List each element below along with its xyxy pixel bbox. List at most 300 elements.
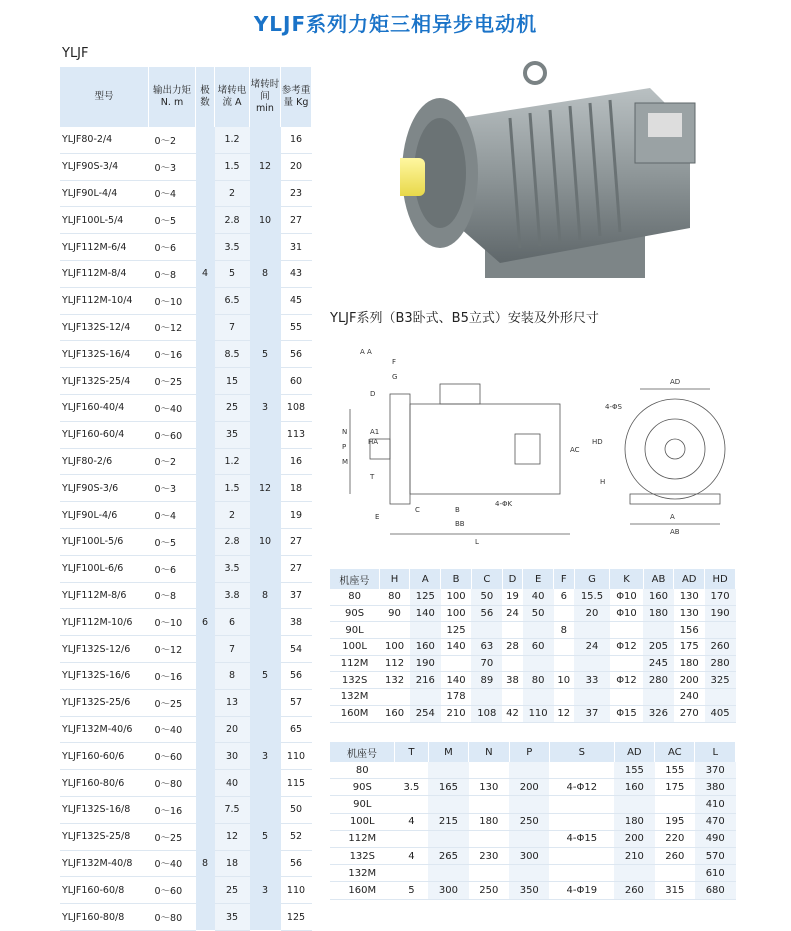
time-cell: [250, 636, 281, 663]
dimension-cell: 42: [502, 705, 523, 722]
dimension-cell: Φ12: [610, 672, 643, 689]
current-cell: 25: [215, 394, 250, 421]
current-cell: 12: [215, 823, 250, 850]
label-e: E: [375, 513, 380, 521]
frame-cell: 80: [330, 762, 395, 779]
motor-photo: [400, 58, 705, 303]
dimension-cell: 4-Φ12: [549, 779, 614, 796]
model-cell: YLJF132M-40/8: [60, 850, 149, 877]
dimension-cell: 250: [469, 882, 509, 899]
poles-cell: [196, 770, 215, 797]
column-header: C: [471, 569, 502, 589]
model-cell: YLJF112M-10/4: [60, 287, 149, 314]
dimension-cell: 315: [655, 882, 695, 899]
dimension-cell: [554, 605, 575, 622]
table-row: [330, 865, 736, 882]
current-cell: 35: [215, 904, 250, 931]
current-cell: 30: [215, 743, 250, 770]
model-cell: YLJF80-2/4: [60, 127, 149, 153]
table-row: [330, 779, 736, 796]
poles-cell: [196, 341, 215, 368]
current-cell: 2.8: [215, 528, 250, 555]
poles-cell: [196, 689, 215, 716]
model-cell: YLJF160-60/8: [60, 877, 149, 904]
label-4s: 4-ΦS: [605, 403, 622, 411]
model-cell: YLJF132S-25/8: [60, 823, 149, 850]
model-cell: YLJF112M-8/4: [60, 260, 149, 287]
column-header: G: [574, 569, 610, 589]
weight-cell: 56: [281, 850, 312, 877]
torque-cell: 0～16: [149, 341, 196, 368]
table-row: [330, 639, 736, 656]
weight-cell: 27: [281, 528, 312, 555]
label-4k: 4-ΦK: [495, 500, 513, 508]
dimension-cell: 38: [502, 672, 523, 689]
dimension-cell: [610, 655, 643, 672]
dimension-cell: [549, 865, 614, 882]
label-bb: BB: [455, 520, 465, 528]
dimension-cell: [554, 639, 575, 656]
weight-cell: 110: [281, 877, 312, 904]
frame-cell: 160M: [330, 705, 379, 722]
label-a1: A1: [370, 428, 380, 436]
dimension-cell: [705, 622, 736, 639]
current-cell: 3.5: [215, 555, 250, 582]
dimension-cell: 210: [441, 705, 472, 722]
poles-cell: [196, 582, 215, 609]
dimension-cell: [523, 655, 554, 672]
current-cell: 2: [215, 502, 250, 529]
dimension-cell: 680: [695, 882, 736, 899]
dimension-cell: 254: [410, 705, 441, 722]
dimension-cell: 210: [614, 847, 654, 864]
label-d: D: [370, 390, 376, 398]
current-cell: 40: [215, 770, 250, 797]
dimension-cell: [549, 762, 614, 779]
poles-cell: [196, 528, 215, 555]
dimension-cell: 3.5: [395, 779, 429, 796]
dimension-cell: 490: [695, 830, 736, 847]
dimension-cell: [509, 830, 549, 847]
dimension-cell: 89: [471, 672, 502, 689]
torque-cell: 0～60: [149, 743, 196, 770]
current-cell: 3.8: [215, 582, 250, 609]
dimension-cell: [549, 796, 614, 813]
table-row: [60, 448, 312, 475]
dimension-cell: [410, 622, 441, 639]
current-cell: 8.5: [215, 341, 250, 368]
time-cell: 8: [250, 582, 281, 609]
time-cell: 10: [250, 528, 281, 555]
current-cell: 25: [215, 877, 250, 904]
dimension-cell: 28: [502, 639, 523, 656]
dimension-cell: [471, 622, 502, 639]
dimension-cell: 125: [410, 589, 441, 605]
current-cell: 35: [215, 421, 250, 448]
dimension-cell: 190: [705, 605, 736, 622]
table-row: [330, 830, 736, 847]
table-row: [60, 368, 312, 395]
weight-cell: 19: [281, 502, 312, 529]
dimension-cell: 200: [614, 830, 654, 847]
weight-cell: 65: [281, 716, 312, 743]
table-row: [60, 260, 312, 287]
current-cell: 1.2: [215, 448, 250, 475]
model-cell: YLJF132S-25/4: [60, 368, 149, 395]
dimension-cell: 4-Φ15: [549, 830, 614, 847]
page-title: YLJF系列力矩三相异步电动机: [253, 12, 538, 36]
dimension-cell: 125: [441, 622, 472, 639]
weight-cell: 18: [281, 475, 312, 502]
current-cell: 2: [215, 180, 250, 207]
dimension-cell: [379, 689, 410, 706]
poles-cell: [196, 502, 215, 529]
table-row: [60, 502, 312, 529]
current-cell: 15: [215, 368, 250, 395]
table-row: [60, 850, 312, 877]
dimension-cell: 370: [695, 762, 736, 779]
time-cell: 5: [250, 662, 281, 689]
frame-cell: 100L: [330, 813, 395, 830]
dimension-cell: 37: [574, 705, 610, 722]
column-header: AC: [655, 742, 695, 762]
weight-cell: 38: [281, 609, 312, 636]
current-cell: 7: [215, 314, 250, 341]
dimension-cell: 40: [523, 589, 554, 605]
torque-cell: 0～6: [149, 234, 196, 261]
dimension-cell: 180: [469, 813, 509, 830]
col-torque: 输出力矩 N. m: [149, 67, 196, 127]
table-row: [60, 743, 312, 770]
label-c: C: [415, 506, 420, 514]
table-row: [60, 341, 312, 368]
dimension-cell: 130: [674, 605, 705, 622]
current-cell: 5: [215, 260, 250, 287]
poles-cell: [196, 287, 215, 314]
dimension-cell: [554, 689, 575, 706]
dimension-cell: 265: [428, 847, 468, 864]
dimension-cell: [610, 622, 643, 639]
dimension-cell: [614, 796, 654, 813]
current-cell: 8: [215, 662, 250, 689]
dimension-cell: 140: [410, 605, 441, 622]
time-cell: [250, 127, 281, 153]
poles-cell: [196, 796, 215, 823]
model-cell: YLJF90L-4/6: [60, 502, 149, 529]
table-row: [60, 287, 312, 314]
col-time: 堵转时间 min: [250, 67, 281, 127]
dimension-cell: 8: [554, 622, 575, 639]
dimension-cell: 570: [695, 847, 736, 864]
current-cell: 7.5: [215, 796, 250, 823]
table-row: [60, 689, 312, 716]
table-row: [60, 904, 312, 931]
weight-cell: 115: [281, 770, 312, 797]
weight-cell: 50: [281, 796, 312, 823]
dimension-cell: [428, 865, 468, 882]
frame-cell: 100L: [330, 639, 379, 656]
poles-cell: [196, 716, 215, 743]
dimension-cell: 220: [655, 830, 695, 847]
torque-cell: 0～40: [149, 850, 196, 877]
table-row: [60, 528, 312, 555]
dimension-cell: 180: [674, 655, 705, 672]
table-row: [60, 823, 312, 850]
torque-cell: 0～80: [149, 770, 196, 797]
dimension-cell: [502, 655, 523, 672]
dimension-cell: 140: [441, 672, 472, 689]
time-cell: 5: [250, 823, 281, 850]
dimension-cell: 155: [655, 762, 695, 779]
table-row: [60, 770, 312, 797]
frame-cell: 90S: [330, 605, 379, 622]
dimension-cell: [574, 689, 610, 706]
time-cell: [250, 368, 281, 395]
dimension-cell: [509, 865, 549, 882]
poles-cell: [196, 555, 215, 582]
time-cell: 12: [250, 475, 281, 502]
table-row: [60, 127, 312, 153]
label-m: M: [342, 458, 349, 466]
dimension-cell: [469, 762, 509, 779]
dimension-cell: 10: [554, 672, 575, 689]
dimension-cell: [554, 655, 575, 672]
torque-cell: 0～5: [149, 207, 196, 234]
column-header: F: [554, 569, 575, 589]
poles-cell: 6: [196, 609, 215, 636]
table-row: [60, 234, 312, 261]
column-header: AB: [643, 569, 674, 589]
torque-cell: 0～6: [149, 555, 196, 582]
model-cell: YLJF100L-5/6: [60, 528, 149, 555]
dimension-cell: 50: [523, 605, 554, 622]
label-l: L: [475, 538, 479, 546]
current-cell: 1.5: [215, 153, 250, 180]
column-header: P: [509, 742, 549, 762]
weight-cell: 16: [281, 127, 312, 153]
frame-cell: 80: [330, 589, 379, 605]
model-cell: YLJF160-60/6: [60, 743, 149, 770]
dimension-cell: [428, 830, 468, 847]
current-cell: 20: [215, 716, 250, 743]
torque-cell: 0～5: [149, 528, 196, 555]
label-ac: AC: [570, 446, 580, 454]
torque-cell: 0～16: [149, 796, 196, 823]
label-h: H: [600, 478, 606, 486]
model-cell: YLJF90S-3/4: [60, 153, 149, 180]
dimension-cell: 50: [471, 589, 502, 605]
dimension-cell: 112: [379, 655, 410, 672]
dimension-table-1: [330, 569, 736, 723]
dimension-cell: 160: [379, 705, 410, 722]
frame-cell: 132S: [330, 672, 379, 689]
dimension-cell: [509, 796, 549, 813]
torque-cell: 0～40: [149, 394, 196, 421]
frame-cell: 90L: [330, 796, 395, 813]
table-row: [60, 153, 312, 180]
model-cell: YLJF160-60/4: [60, 421, 149, 448]
dimension-cell: 108: [471, 705, 502, 722]
poles-cell: [196, 636, 215, 663]
poles-cell: [196, 394, 215, 421]
model-cell: YLJF100L-5/4: [60, 207, 149, 234]
time-cell: [250, 448, 281, 475]
dimension-cell: [614, 865, 654, 882]
dimension-cell: [655, 796, 695, 813]
model-cell: YLJF80-2/6: [60, 448, 149, 475]
dimension-cell: 170: [705, 589, 736, 605]
column-header: 机座号: [330, 742, 395, 762]
torque-cell: 0～25: [149, 689, 196, 716]
poles-cell: [196, 207, 215, 234]
dimension-cell: Φ10: [610, 589, 643, 605]
table-row: [330, 605, 736, 622]
poles-cell: [196, 743, 215, 770]
dimension-cell: [379, 622, 410, 639]
torque-cell: 0～25: [149, 823, 196, 850]
model-cell: YLJF132S-16/8: [60, 796, 149, 823]
column-header: K: [610, 569, 643, 589]
dimension-cell: 4-Φ19: [549, 882, 614, 899]
time-cell: [250, 796, 281, 823]
dimension-cell: [395, 796, 429, 813]
dimension-cell: 160: [643, 589, 674, 605]
dimension-cell: 6: [554, 589, 575, 605]
dimension-cell: 280: [705, 655, 736, 672]
column-header: D: [502, 569, 523, 589]
poles-cell: [196, 127, 215, 153]
label-ab: AB: [670, 528, 680, 536]
table-row: [330, 882, 736, 899]
torque-cell: 0～12: [149, 314, 196, 341]
label-ad: AD: [670, 378, 681, 386]
dimension-cell: [574, 622, 610, 639]
dimension-cell: [395, 865, 429, 882]
dimension-cell: 5: [395, 882, 429, 899]
dimension-cell: [502, 689, 523, 706]
torque-cell: 0～10: [149, 609, 196, 636]
table-row: [330, 847, 736, 864]
table-row: [60, 716, 312, 743]
time-cell: 8: [250, 260, 281, 287]
weight-cell: 113: [281, 421, 312, 448]
torque-cell: 0～60: [149, 877, 196, 904]
column-header: H: [379, 569, 410, 589]
column-header: M: [428, 742, 468, 762]
model-cell: YLJF112M-8/6: [60, 582, 149, 609]
dimension-cell: 4: [395, 847, 429, 864]
model-cell: YLJF90S-3/6: [60, 475, 149, 502]
frame-cell: 132S: [330, 847, 395, 864]
drawing-subtitle: YLJF系列（B3卧式、B5立式）安装及外形尺寸: [330, 311, 599, 326]
dimension-cell: 180: [614, 813, 654, 830]
time-cell: 3: [250, 877, 281, 904]
weight-cell: 27: [281, 207, 312, 234]
column-header: AD: [674, 569, 705, 589]
dimension-cell: [441, 655, 472, 672]
poles-cell: [196, 662, 215, 689]
weight-cell: 31: [281, 234, 312, 261]
label-b: B: [455, 506, 460, 514]
torque-cell: 0～25: [149, 368, 196, 395]
poles-cell: [196, 153, 215, 180]
model-cell: YLJF132S-16/6: [60, 662, 149, 689]
torque-cell: 0～4: [149, 180, 196, 207]
frame-cell: 112M: [330, 655, 379, 672]
dimension-cell: Φ10: [610, 605, 643, 622]
column-header: T: [395, 742, 429, 762]
dimension-cell: 165: [428, 779, 468, 796]
dimension-cell: [509, 762, 549, 779]
dimension-cell: 350: [509, 882, 549, 899]
dimension-table-2: [330, 742, 736, 900]
dimension-cell: 24: [502, 605, 523, 622]
torque-cell: 0～16: [149, 662, 196, 689]
time-cell: [250, 555, 281, 582]
dimension-cell: 260: [614, 882, 654, 899]
time-cell: [250, 609, 281, 636]
dimension-cell: 160: [614, 779, 654, 796]
torque-cell: 0～3: [149, 475, 196, 502]
poles-cell: [196, 368, 215, 395]
model-cell: YLJF160-80/6: [60, 770, 149, 797]
table-row: [60, 207, 312, 234]
dimension-cell: 230: [469, 847, 509, 864]
label-a: A: [670, 513, 675, 521]
dimension-cell: 160: [410, 639, 441, 656]
dimension-cell: [523, 622, 554, 639]
column-header: S: [549, 742, 614, 762]
dimension-cell: 178: [441, 689, 472, 706]
col-current: 堵转电流 A: [215, 67, 250, 127]
poles-cell: [196, 877, 215, 904]
dimension-cell: 260: [705, 639, 736, 656]
torque-cell: 0～40: [149, 716, 196, 743]
dimension-drawing: [330, 334, 740, 554]
dimension-cell: 156: [674, 622, 705, 639]
dimension-cell: 33: [574, 672, 610, 689]
column-header: AD: [614, 742, 654, 762]
weight-cell: 108: [281, 394, 312, 421]
time-cell: 3: [250, 394, 281, 421]
model-cell: YLJF160-40/4: [60, 394, 149, 421]
dimension-cell: [471, 689, 502, 706]
model-cell: YLJF132S-25/6: [60, 689, 149, 716]
poles-cell: 8: [196, 850, 215, 877]
table-row: [60, 662, 312, 689]
time-cell: [250, 850, 281, 877]
dimension-cell: 325: [705, 672, 736, 689]
weight-cell: 43: [281, 260, 312, 287]
table-row: [330, 622, 736, 639]
dimension-cell: [428, 762, 468, 779]
dimension-cell: 4: [395, 813, 429, 830]
dimension-cell: 100: [441, 605, 472, 622]
dimension-cell: 24: [574, 639, 610, 656]
weight-cell: 37: [281, 582, 312, 609]
current-cell: 6: [215, 609, 250, 636]
weight-cell: 54: [281, 636, 312, 663]
frame-cell: 132M: [330, 865, 395, 882]
weight-cell: 60: [281, 368, 312, 395]
table-row: [60, 877, 312, 904]
poles-cell: [196, 314, 215, 341]
weight-cell: 56: [281, 341, 312, 368]
table-row: [330, 689, 736, 706]
torque-cell: 0～8: [149, 260, 196, 287]
dimension-cell: 250: [509, 813, 549, 830]
dimension-cell: [655, 865, 695, 882]
